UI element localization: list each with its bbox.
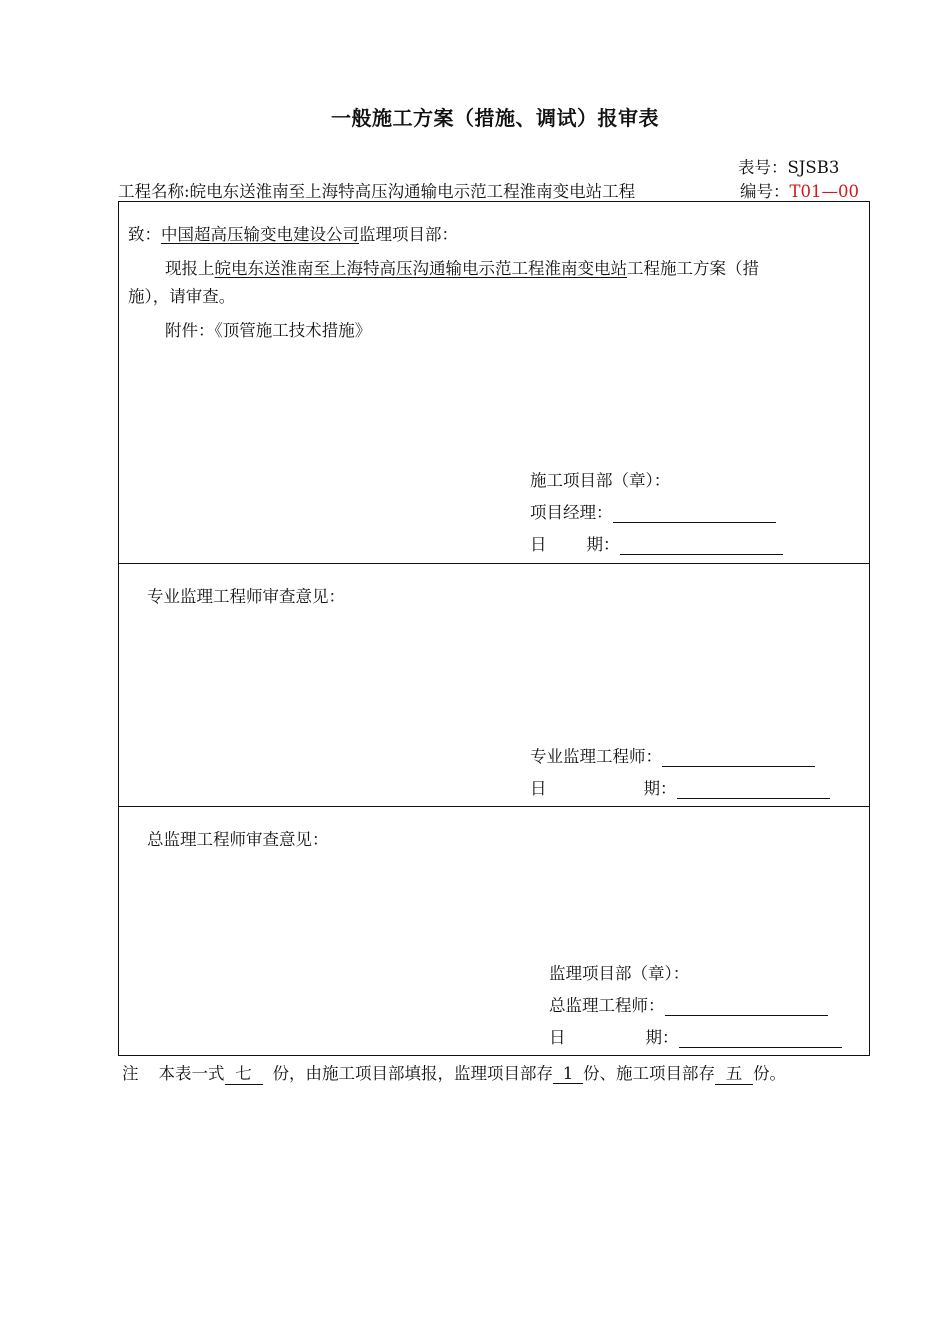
serial-number <box>740 178 859 202</box>
specialist-engineer-label: 专业监理工程师： <box>530 747 662 766</box>
specialist-review-heading: 专业监理工程师审查意见： <box>147 587 345 606</box>
footnote-text-1: 本表一式 <box>158 1064 225 1083</box>
project-manager-line <box>530 499 776 523</box>
copies-total: 七 <box>225 1060 263 1085</box>
serial-value: T01—00 <box>789 182 859 201</box>
section3-date-field[interactable] <box>679 1029 842 1048</box>
section1-date-field[interactable] <box>620 536 783 555</box>
section3-date-line <box>549 1024 842 1048</box>
recipient-org: 中国超高压输变电建设公司 <box>161 225 359 244</box>
form-number: 表号：SJSB3 <box>738 158 840 177</box>
footnote <box>122 1060 786 1085</box>
recipient-label: 致： <box>128 225 161 244</box>
chief-engineer-signature-field[interactable] <box>665 997 828 1016</box>
recipient-suffix: 监理项目部： <box>359 225 458 244</box>
copies-construction: 五 <box>715 1060 753 1085</box>
footnote-text-3: 份、施工项目部存 <box>583 1064 715 1083</box>
page-title: 一般施工方案（措施、调试）报审表 <box>331 106 659 130</box>
section1-date-line <box>530 531 783 555</box>
footnote-prefix: 注 <box>122 1064 139 1083</box>
divider-1 <box>119 563 869 564</box>
supervision-dept-seal: 监理项目部（章）： <box>549 964 690 983</box>
date-label-a: 日 <box>530 535 547 554</box>
specialist-engineer-line <box>530 743 815 767</box>
project-manager-signature-field[interactable] <box>613 504 776 523</box>
specialist-engineer-signature-field[interactable] <box>662 748 815 767</box>
date-label-b: 期： <box>643 779 677 798</box>
submission-project: 皖电东送淮南至上海特高压沟通输电示范工程淮南变电站 <box>214 259 627 278</box>
project-name: 皖电东送淮南至上海特高压沟通输电示范工程淮南变电站工程 <box>189 182 636 201</box>
form-table <box>118 201 870 1056</box>
date-label-a: 日 <box>530 779 547 798</box>
section2-date-line <box>530 775 830 799</box>
date-label-b: 期： <box>586 535 620 554</box>
project-label: 工程名称: <box>118 182 190 201</box>
divider-2 <box>119 806 869 807</box>
copies-supervision: 1 <box>553 1064 583 1084</box>
section2-date-field[interactable] <box>677 780 830 799</box>
recipient-line <box>128 221 458 245</box>
construction-dept-seal: 施工项目部（章）： <box>530 471 671 490</box>
submission-suffix-1: 工程施工方案（措 <box>627 259 759 278</box>
date-label-a: 日 <box>549 1028 566 1047</box>
chief-engineer-line <box>549 992 828 1016</box>
serial-label: 编号： <box>740 182 790 201</box>
chief-engineer-label: 总监理工程师： <box>549 996 665 1015</box>
footnote-text-4: 份。 <box>753 1064 786 1083</box>
submission-line-1 <box>165 255 759 279</box>
submission-prefix: 现报上 <box>165 259 215 278</box>
submission-line-2: 施），请审查。 <box>128 287 236 306</box>
attachment-line: 附件：《顶管施工技术措施》 <box>165 321 372 340</box>
footnote-text-2: 份，由施工项目部填报，监理项目部存 <box>272 1064 553 1083</box>
project-manager-label: 项目经理： <box>530 503 613 522</box>
chief-review-heading: 总监理工程师审查意见： <box>147 830 329 849</box>
date-label-b: 期： <box>645 1028 679 1047</box>
project-line <box>118 178 635 202</box>
